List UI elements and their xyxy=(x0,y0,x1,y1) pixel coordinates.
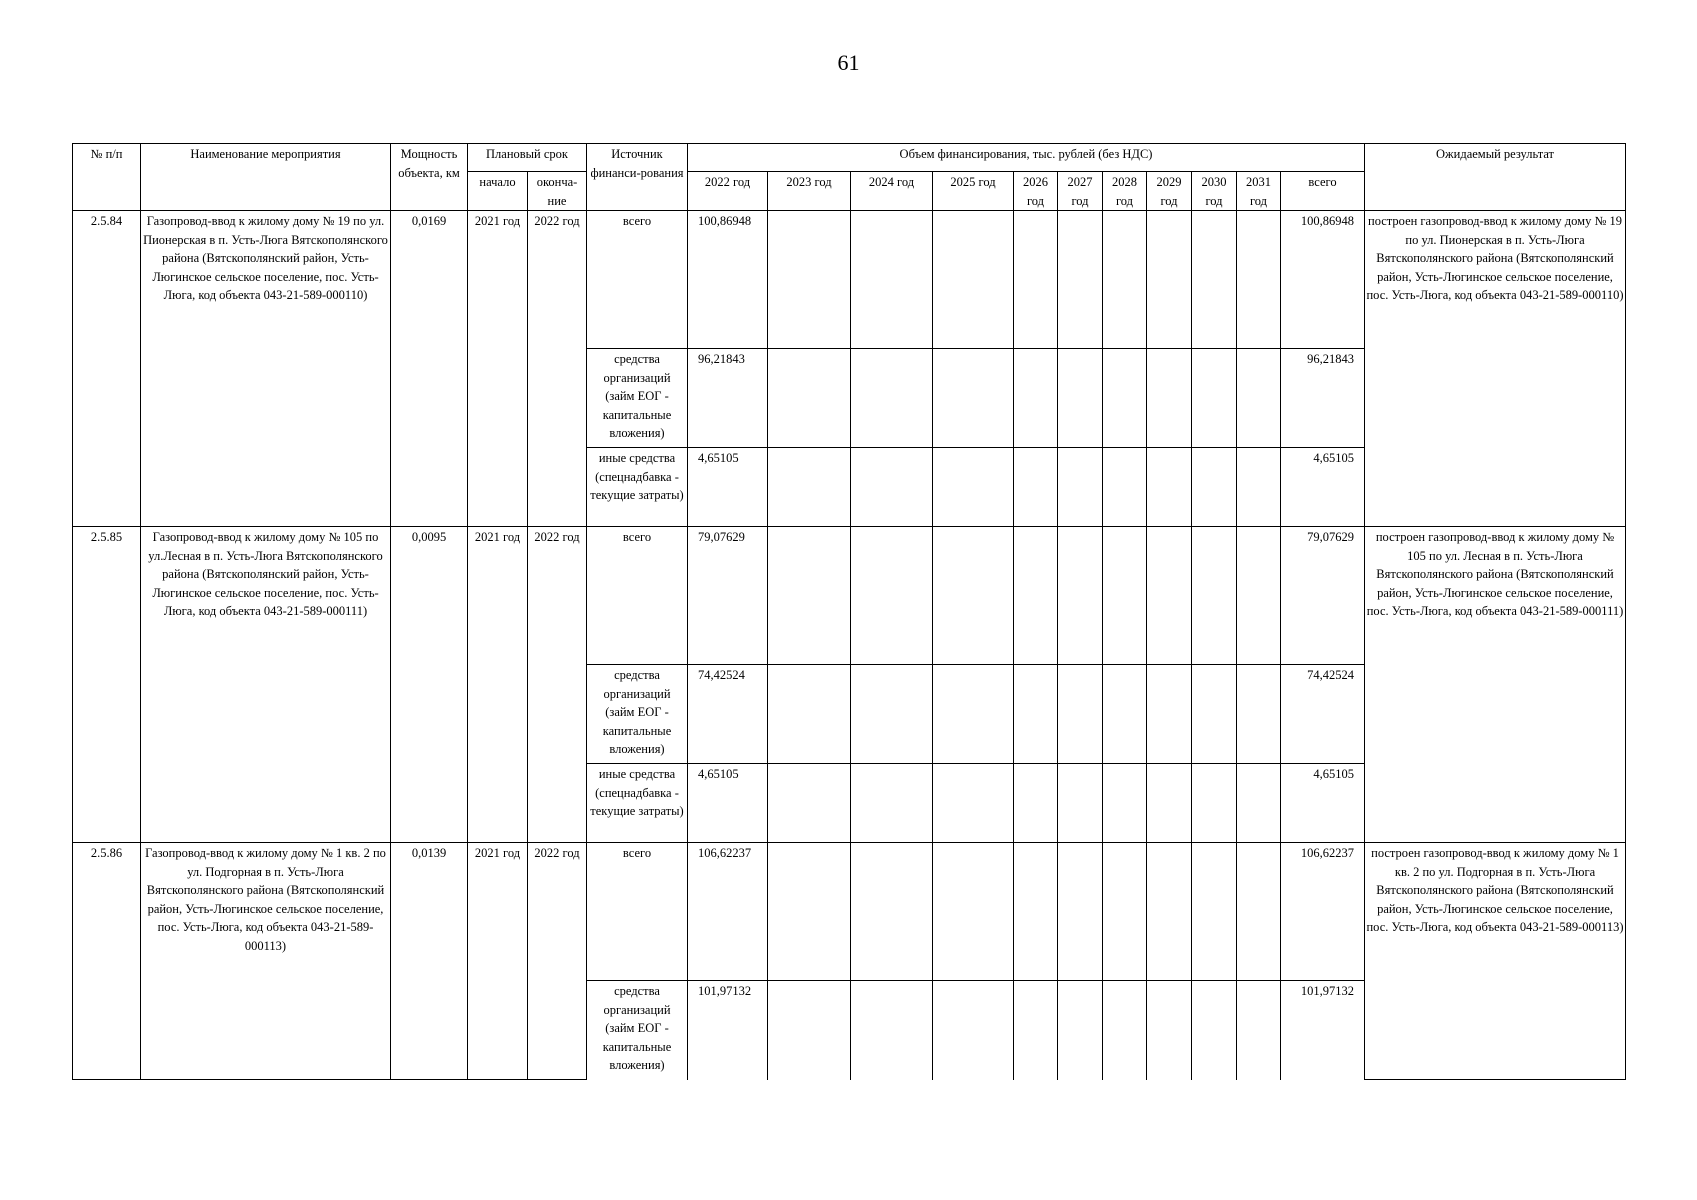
row-number: 2.5.86 xyxy=(73,843,141,1080)
funding-source: всего xyxy=(587,843,688,981)
empty-cell xyxy=(1058,527,1103,665)
funding-source: всего xyxy=(587,527,688,665)
header-result: Ожидаемый результат xyxy=(1365,144,1626,211)
empty-cell xyxy=(1192,843,1237,981)
empty-cell xyxy=(1058,665,1103,764)
end-term: 2022 год xyxy=(528,527,587,843)
empty-cell xyxy=(1147,448,1192,527)
empty-cell xyxy=(768,527,851,665)
empty-cell xyxy=(1103,764,1147,843)
empty-cell xyxy=(1103,981,1147,1080)
header-end: оконча-ние xyxy=(528,172,587,211)
header-year: 2025 год xyxy=(933,172,1014,211)
empty-cell xyxy=(1147,211,1192,349)
expected-result: построен газопровод-ввод к жилому дому № 1 кв. 2 по ул. Подгорная в п. Усть-Люга Вятскополянского района (Вятскополянский район, Усть-Люгинское сельское поселение, пос. Усть-Люга, код объекта 043-21-589-000113) xyxy=(1365,843,1626,1080)
empty-cell xyxy=(851,349,933,448)
empty-cell xyxy=(1014,665,1058,764)
empty-cell xyxy=(1192,349,1237,448)
empty-cell xyxy=(1058,843,1103,981)
empty-cell xyxy=(851,843,933,981)
header-funding: Объем финансирования, тыс. рублей (без НДС) xyxy=(688,144,1365,172)
empty-cell xyxy=(1058,764,1103,843)
empty-cell xyxy=(933,448,1014,527)
empty-cell xyxy=(1103,843,1147,981)
value-2022: 79,07629 xyxy=(688,527,768,665)
header-year: 2023 год xyxy=(768,172,851,211)
empty-cell xyxy=(1147,527,1192,665)
empty-cell xyxy=(1237,981,1281,1080)
empty-cell xyxy=(768,843,851,981)
empty-cell xyxy=(1237,764,1281,843)
empty-cell xyxy=(1103,211,1147,349)
header-year: 2030 год xyxy=(1192,172,1237,211)
value-total: 100,86948 xyxy=(1281,211,1365,349)
empty-cell xyxy=(933,764,1014,843)
empty-cell xyxy=(1014,843,1058,981)
empty-cell xyxy=(851,764,933,843)
empty-cell xyxy=(768,211,851,349)
empty-cell xyxy=(1192,527,1237,665)
empty-cell xyxy=(1014,981,1058,1080)
empty-cell xyxy=(1147,764,1192,843)
empty-cell xyxy=(768,349,851,448)
table-row xyxy=(73,211,1626,349)
expected-result: построен газопровод-ввод к жилому дому № 105 по ул. Лесная в п. Усть-Люга Вятскополянского района (Вятскополянский район, Усть-Люгинское сельское поселение, пос. Усть-Люга, код объекта 043-21-589-000111) xyxy=(1365,527,1626,843)
table-row xyxy=(73,527,1626,665)
end-term: 2022 год xyxy=(528,211,587,527)
empty-cell xyxy=(1014,764,1058,843)
empty-cell xyxy=(1058,448,1103,527)
empty-cell xyxy=(1192,764,1237,843)
empty-cell xyxy=(1014,527,1058,665)
header-year: 2024 год xyxy=(851,172,933,211)
empty-cell xyxy=(1103,448,1147,527)
header-year: 2026 год xyxy=(1014,172,1058,211)
value-2022: 100,86948 xyxy=(688,211,768,349)
empty-cell xyxy=(1103,349,1147,448)
empty-cell xyxy=(1237,448,1281,527)
value-total: 106,62237 xyxy=(1281,843,1365,981)
empty-cell xyxy=(1147,843,1192,981)
funding-source: иные средства (спецнадбавка - текущие затраты) xyxy=(587,448,688,527)
header-num: № п/п xyxy=(73,144,141,211)
header-year: 2027 год xyxy=(1058,172,1103,211)
empty-cell xyxy=(851,448,933,527)
event-name: Газопровод-ввод к жилому дому № 105 по ул.Лесная в п. Усть-Люга Вятскополянского района (Вятскополянский район, Усть-Люгинское сельское поселение, пос. Усть-Люга, код объекта 043-21-589-000111) xyxy=(141,527,391,843)
funding-source: всего xyxy=(587,211,688,349)
empty-cell xyxy=(1103,665,1147,764)
empty-cell xyxy=(1058,211,1103,349)
empty-cell xyxy=(933,981,1014,1080)
empty-cell xyxy=(768,981,851,1080)
empty-cell xyxy=(933,527,1014,665)
value-total: 79,07629 xyxy=(1281,527,1365,665)
capacity: 0,0169 xyxy=(391,211,468,527)
empty-cell xyxy=(768,764,851,843)
header-source: Источник финанси-рования xyxy=(587,144,688,211)
empty-cell xyxy=(933,211,1014,349)
empty-cell xyxy=(1014,211,1058,349)
empty-cell xyxy=(768,665,851,764)
empty-cell xyxy=(1237,211,1281,349)
page-number: 61 xyxy=(837,50,860,75)
empty-cell xyxy=(1147,349,1192,448)
empty-cell xyxy=(1103,527,1147,665)
table-row xyxy=(73,843,1626,981)
value-2022: 4,65105 xyxy=(688,764,768,843)
value-2022: 101,97132 xyxy=(688,981,768,1080)
value-2022: 74,42524 xyxy=(688,665,768,764)
start-term: 2021 год xyxy=(468,527,528,843)
empty-cell xyxy=(1014,448,1058,527)
empty-cell xyxy=(1192,665,1237,764)
capacity: 0,0095 xyxy=(391,527,468,843)
empty-cell xyxy=(851,527,933,665)
header-planned-term: Плановый срок xyxy=(468,144,587,172)
funding-table xyxy=(72,143,1626,1080)
empty-cell xyxy=(1237,843,1281,981)
header-row-1 xyxy=(73,144,1626,172)
funding-source: средства организаций (займ ЕОГ - капитальные вложения) xyxy=(587,665,688,764)
capacity: 0,0139 xyxy=(391,843,468,1080)
empty-cell xyxy=(933,843,1014,981)
header-start: начало xyxy=(468,172,528,211)
expected-result: построен газопровод-ввод к жилому дому № 19 по ул. Пионерская в п. Усть-Люга Вятскополянского района (Вятскополянский район, Усть-Люгинское сельское поселение, пос. Усть-Люга, код объекта 043-21-589-000110) xyxy=(1365,211,1626,527)
empty-cell xyxy=(768,448,851,527)
value-total: 101,97132 xyxy=(1281,981,1365,1080)
value-total: 74,42524 xyxy=(1281,665,1365,764)
empty-cell xyxy=(851,211,933,349)
empty-cell xyxy=(1192,211,1237,349)
value-2022: 106,62237 xyxy=(688,843,768,981)
empty-cell xyxy=(933,349,1014,448)
end-term: 2022 год xyxy=(528,843,587,1080)
empty-cell xyxy=(851,981,933,1080)
event-name: Газопровод-ввод к жилому дому № 19 по ул. Пионерская в п. Усть-Люга Вятскополянского района (Вятскополянский район, Усть-Люгинское сельское поселение, пос. Усть-Люга, код объекта 043-21-589-000110) xyxy=(141,211,391,527)
value-total: 4,65105 xyxy=(1281,764,1365,843)
value-total: 4,65105 xyxy=(1281,448,1365,527)
header-capacity: Мощность объекта, км xyxy=(391,144,468,211)
start-term: 2021 год xyxy=(468,211,528,527)
empty-cell xyxy=(1014,349,1058,448)
value-total: 96,21843 xyxy=(1281,349,1365,448)
empty-cell xyxy=(1237,527,1281,665)
empty-cell xyxy=(1058,981,1103,1080)
header-total: всего xyxy=(1281,172,1365,211)
empty-cell xyxy=(1147,981,1192,1080)
empty-cell xyxy=(1058,349,1103,448)
value-2022: 4,65105 xyxy=(688,448,768,527)
header-year: 2029 год xyxy=(1147,172,1192,211)
header-year: 2031 год xyxy=(1237,172,1281,211)
header-year: 2022 год xyxy=(688,172,768,211)
empty-cell xyxy=(1192,448,1237,527)
empty-cell xyxy=(933,665,1014,764)
empty-cell xyxy=(851,665,933,764)
row-number: 2.5.84 xyxy=(73,211,141,527)
value-2022: 96,21843 xyxy=(688,349,768,448)
funding-source: средства организаций (займ ЕОГ - капитальные вложения) xyxy=(587,349,688,448)
header-name: Наименование мероприятия xyxy=(141,144,391,211)
row-number: 2.5.85 xyxy=(73,527,141,843)
header-year: 2028 год xyxy=(1103,172,1147,211)
empty-cell xyxy=(1237,349,1281,448)
event-name: Газопровод-ввод к жилому дому № 1 кв. 2 по ул. Подгорная в п. Усть-Люга Вятскополянского района (Вятскополянский район, Усть-Люгинское сельское поселение, пос. Усть-Люга, код объекта 043-21-589-000113) xyxy=(141,843,391,1080)
empty-cell xyxy=(1192,981,1237,1080)
start-term: 2021 год xyxy=(468,843,528,1080)
empty-cell xyxy=(1237,665,1281,764)
empty-cell xyxy=(1147,665,1192,764)
funding-source: иные средства (спецнадбавка - текущие затраты) xyxy=(587,764,688,843)
funding-source: средства организаций (займ ЕОГ - капитальные вложения) xyxy=(587,981,688,1080)
